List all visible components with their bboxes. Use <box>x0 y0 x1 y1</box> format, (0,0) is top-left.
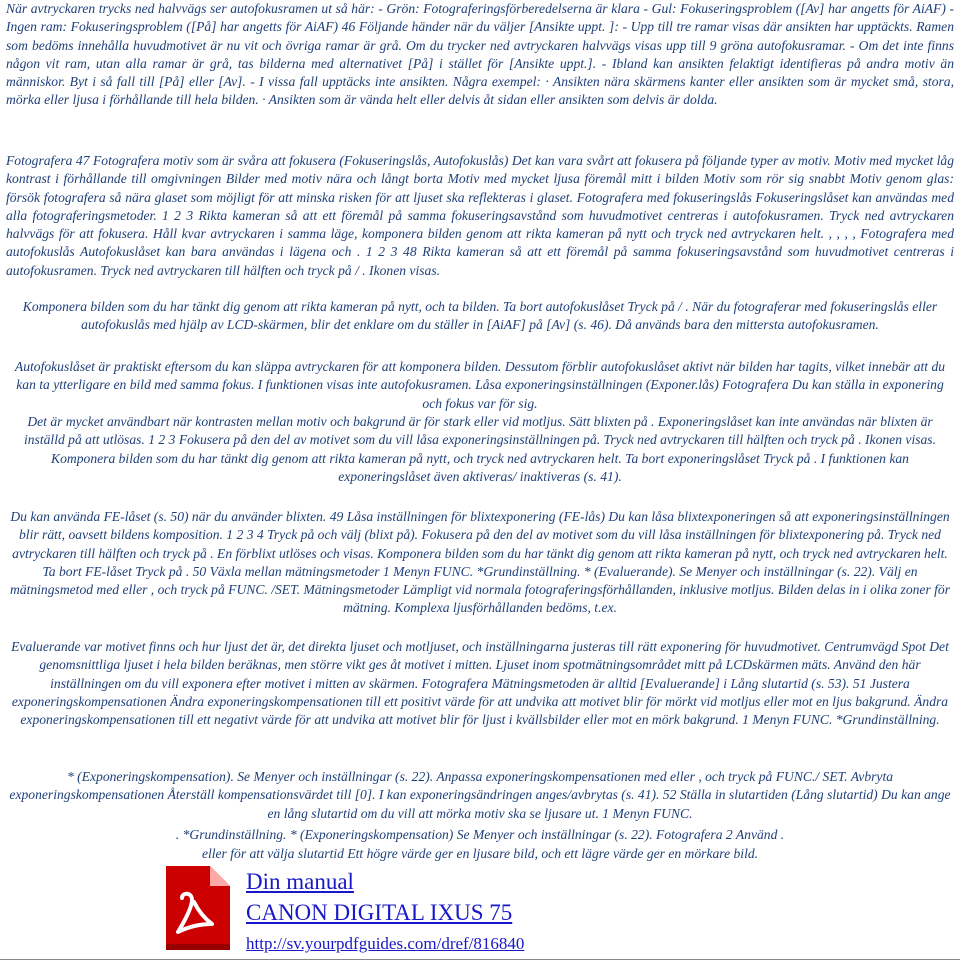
paragraph-text: Fotografera 47 Fotografera motiv som är svåra att fokusera (Fokuseringslås, Autofokuslås) Det kan vara svårt att fokusera på följande typer av motiv. Motiv med mycket låg kontrast i förhållande till omgivningen Bilder med motiv nära och långt borta Motiv med mycket ljusa föremål mitt i bilden Motiv som rör sig snabbt Motiv genom glas: försök fotografera så nära glaset som möjligt för att minska risken för att ljuset ska reflekteras i glaset. Fotografera med fokuseringslås Fokuseringslåset kan användas med alla fotograferingsmetoder. 1 2 3 Rikta kameran så att ett föremål på samma fokuseringsavstånd som huvudmotivet centreras i autofokusramen. Tryck ned avtryckaren halvvägs för att fokusera. Håll kvar avtryckaren i samma läge, komponera bilden genom att rikta kameran på nytt och tryck ned avtryckaren helt. , , , , Fotografera med autofokuslås Autofokuslåset kan bara användas i lägena och . 1 2 3 48 Rikta kameran så att ett föremål på samma fokuseringsavstånd som huvudmotivet centreras i autofokusramen. Tryck ned avtryckaren till hälften och tryck på / . Ikonen visas. <box>6 153 954 278</box>
paragraph-fe-lock <box>6 508 954 618</box>
paragraph-text: eller för att välja slutartid Ett högre värde ger en ljusare bild, och ett lägre värde ger en mörkare bild. <box>201 846 759 861</box>
manual-link[interactable]: Din manual <box>246 869 354 894</box>
product-link[interactable]: CANON DIGITAL IXUS 75 <box>246 900 513 925</box>
paragraph-text: När avtryckaren trycks ned halvvägs ser autofokusramen ut så här: - Grön: Fotograferingsförberedelserna är klara - Gul: Fokuseringsproblem ([Av] har angetts för AiAF) - Ingen ram: Fokuseringsproblem ([På] har angetts för AiAF) 46 Följande händer när du väljer [Ansikte uppt. ]: - Upp till tre ramar visas där ansikten har upptäckts. Ramen som bedöms innehålla huvudmotivet är nu vit och övriga ramar är grå. Om du trycker ned avtryckaren halvvägs visas upp till 9 gröna autofokusramar. - Om det inte finns någon vit ram, utan alla ramar är grå, tas bilderna med alternativet [På] i stället för [Ansikte uppt.]. - Ibland kan ansikten felaktigt identifieras på andra motiv än människor. Byt i så fall till [På] eller [Av]. - I vissa fall upptäcks inte ansikten. Några exempel: · Ansikten nära skärmens kanter eller ansikten som är mycket små, stora, mörka eller ljusa i förhållande till hela bilden. · Ansikten som är vända helt eller delvis åt sidan eller ansikten som delvis är dolda. <box>6 1 954 108</box>
url-link[interactable]: http://sv.yourpdfguides.com/dref/816840 <box>246 934 525 953</box>
paragraph-text: Det är mycket användbart när kontrasten mellan motiv och bakgrund är för stark eller vid motljus. Sätt blixten på . Exponeringslåset kan inte användas när blixten är inställd på att utlösas. 1 2 3 Fokusera på den del av motivet som du vill låsa exponeringsinställningen på. Tryck ned avtryckaren till hälften och tryck på . Ikonen visas. Komponera bilden som du har tänkt dig genom att rikta kameran på nytt, och tryck ned avtryckaren helt. Ta bort exponeringslåset Tryck på . I funktionen kan exponeringslåset även aktiveras/ inaktiveras (s. 41). <box>23 414 936 484</box>
paragraph-text: Komponera bilden som du har tänkt dig genom att rikta kameran på nytt, och ta bilden. Ta bort autofokuslåset Tryck på / . När du fotograferar med fokuseringslås eller autofokuslås med hjälp av LCD-skärmen, blir det enklare om du ställer in [AiAF] på [Av] (s. 46). Då används bara den mittersta autofokusramen. <box>22 299 938 333</box>
paragraph-text: Du kan använda FE-låset (s. 50) när du använder blixten. 49 Låsa inställningen för blixtexponering (FE-lås) Du kan låsa blixtexponeringen så att exponeringsinställningen blir rätt, oavsett bildens komposition. 1 2 3 4 Tryck på och välj (blixt på). Fokusera på den del av motivet som du vill låsa inställningen för blixtexponering på. Tryck ned avtryckaren till hälften och tryck på . En förblixt utlöses och visas. Komponera bilden som du har tänkt dig genom att rikta kameran på nytt, och tryck ned avtryckaren helt. Ta bort FE-låset Tryck på . 50 Växla mellan mätningsmetoder 1 Menyn FUNC. *Grundinställning. * (Evaluerande). Se Menyer och inställningar (s. 22). Välj en mätningsmetod med eller , och tryck på FUNC. /SET. Mätningsmetoder Lämpligt vid normala fotograferingsförhållanden, inklusive motljus. Bilden delas in i olika zoner för mätning. Komplexa ljusförhållanden bedöms, t.ex. <box>9 509 951 616</box>
paragraph-compose-image <box>6 298 954 335</box>
paragraph-text: Evaluerande var motivet finns och hur ljust det är, det direkta ljuset och motljuset, och inställningarna justeras till rätt exponering för huvudmotivet. Centrumvägd Spot Det genomsnittliga ljuset i hela bilden beräknas, men större vikt ges åt motivet i mitten. Ljuset inom spotmätningsområdet mitt på LCDskärmen mäts. Använd den här inställningen om du vill exponera efter motivet i mitten av skärmen. Fotografera Mätningsmetoden är alltid [Evaluerande] i Lång slutartid (s. 53). 51 Justera exponeringskompensationen Ändra exponeringskompensationen till ett positivt värde för att undvika att motivet blir för mörkt vid motljus eller mot en ljus bakgrund. Ändra exponeringskompensationen till ett negativt värde för att undvika att motivet blir för ljust i kvällsbilder eller mot en mörk bakgrund. 1 Menyn FUNC. *Grundinställning. <box>11 639 949 728</box>
paragraph-autofocus-frames <box>6 0 954 110</box>
page-bottom-divider <box>0 959 960 960</box>
pdf-guides-logo-icon <box>158 862 238 954</box>
paragraph-text: * (Exponeringskompensation). Se Menyer och inställningar (s. 22). Anpassa exponeringskompensationen med eller , och tryck på FUNC./ SET. Avbryta exponeringskompensationen Återställ kompensationsvärdet till [0]. I kan exponeringsändringen anges/avbrytas (s. 41). 52 Ställa in slutartiden (Lång slutartid) Du kan ange en lång slutartid om du vill att mörka motiv ska se ljusare ut. 1 Menyn FUNC. <box>9 769 951 821</box>
footer-links <box>246 866 524 955</box>
paragraph-shutter-value <box>6 845 954 863</box>
paragraph-focus-lock <box>6 152 954 280</box>
paragraph-metering <box>6 638 954 729</box>
paragraph-text: . *Grundinställning. * (Exponeringskompensation) Se Menyer och inställningar (s. 22). Fotografera 2 Använd . <box>175 827 785 842</box>
paragraph-shutter <box>6 826 954 844</box>
paragraph-exposure-lock <box>6 413 954 486</box>
paragraph-exposure-comp <box>6 768 954 823</box>
paragraph-text: Autofokuslåset är praktiskt eftersom du kan släppa avtryckaren för att komponera bilden. Dessutom förblir autofokuslåset aktivt när bilden har tagits, vilket innebär att du kan ta ytterligare en bild med samma fokus. I funktionen visas inte autofokusramen. Låsa exponeringsinställningen (Exponer.lås) Fotografera Du kan ställa in exponering och fokus var för sig. <box>14 359 946 411</box>
paragraph-af-lock-practical <box>6 358 954 413</box>
